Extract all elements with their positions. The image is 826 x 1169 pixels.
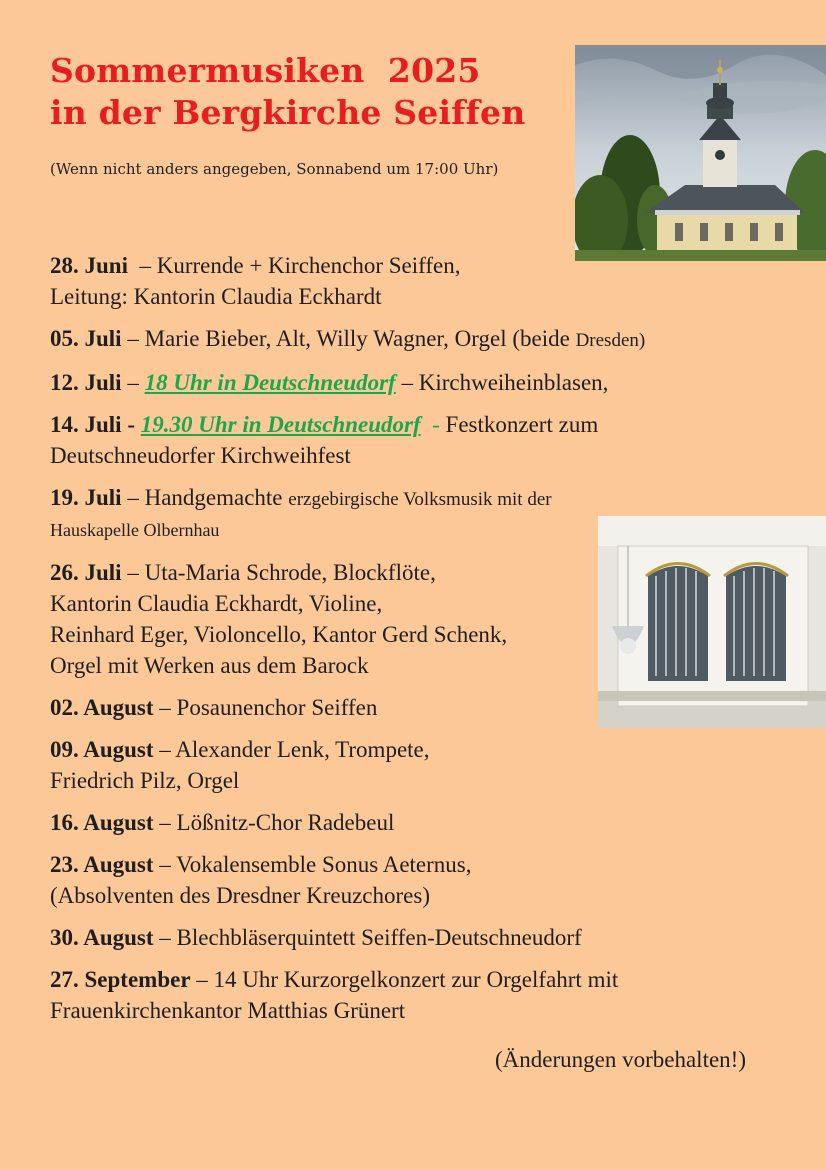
event-text-line: Friedrich Pilz, Orgel: [50, 768, 240, 793]
event-item: [50, 734, 810, 796]
subtitle: (Wenn nicht anders angegeben, Sonnabend um 17:00 Uhr): [50, 160, 499, 178]
event-text: – Uta-Maria Schrode, Blockflöte,: [121, 560, 436, 585]
event-location-link[interactable]: 18 Uhr in Deutschneudorf: [144, 370, 396, 395]
event-date: 27. September: [50, 967, 191, 992]
event-text-line: Orgel mit Werken aus dem Barock: [50, 653, 369, 678]
event-date: 23. August: [50, 852, 154, 877]
event-text: – Handgemachte: [121, 485, 289, 510]
event-text: – Kurrende + Kirchenchor Seiffen,: [127, 253, 461, 278]
event-separator: –: [121, 370, 145, 395]
event-item: [50, 557, 810, 681]
event-text: Festkonzert zum: [445, 412, 599, 437]
event-text-line: Deutschneudorfer Kirchweihfest: [50, 443, 351, 468]
event-text: – Posaunenchor Seiffen: [153, 695, 378, 720]
event-text-line: (Absolventen des Dresdner Kreuzchores): [50, 883, 430, 908]
event-item: [50, 964, 810, 1026]
event-date: 19. Juli: [50, 485, 122, 510]
event-text-line: Frauenkirchenkantor Matthias Grünert: [50, 998, 406, 1023]
event-item: [50, 367, 810, 398]
event-date: 05. Juli: [50, 326, 122, 351]
event-text: – Marie Bieber, Alt, Willy Wagner, Orgel (beide: [121, 326, 576, 351]
event-separator: -: [420, 412, 446, 437]
church-photo: [575, 45, 826, 261]
event-item: [50, 807, 810, 838]
event-date: 28. Juni: [50, 253, 128, 278]
event-item: [50, 409, 810, 471]
event-date: 12. Juli: [50, 370, 122, 395]
event-item: [50, 250, 810, 312]
event-text-line: Reinhard Eger, Violoncello, Kantor Gerd Schenk,: [50, 622, 508, 647]
event-location-link[interactable]: 19.30 Uhr in Deutschneudorf: [140, 412, 421, 437]
event-item: [50, 323, 810, 356]
event-text: – Lößnitz-Chor Radebeul: [153, 810, 395, 835]
event-text: – Kirchweiheinblasen,: [395, 370, 609, 395]
event-list: [50, 250, 810, 1037]
event-text: – 14 Uhr Kurzorgelkonzert zur Orgelfahrt mit: [190, 967, 619, 992]
title-line-2: in der Bergkirche Seiffen: [50, 93, 526, 132]
event-text-small: Dresden): [575, 330, 646, 351]
page-title: [50, 50, 525, 134]
event-text: – Blechbläserquintett Seiffen-Deutschneudorf: [153, 925, 582, 950]
changes-note: (Änderungen vorbehalten!): [495, 1047, 746, 1072]
event-date: 02. August: [50, 695, 154, 720]
event-text-small: erzgebirgische Volksmusik mit der: [288, 489, 552, 510]
event-date: 14. Juli -: [50, 412, 135, 437]
event-item: [50, 482, 810, 546]
event-text: – Alexander Lenk, Trompete,: [153, 737, 430, 762]
title-line-1: Sommermusiken 2025: [50, 51, 481, 90]
event-text: – Vokalensemble Sonus Aeternus,: [153, 852, 472, 877]
event-date: 16. August: [50, 810, 154, 835]
event-item: [50, 692, 810, 723]
event-item: [50, 922, 810, 953]
event-item: [50, 849, 810, 911]
event-date: 30. August: [50, 925, 154, 950]
event-text-line: Kantorin Claudia Eckhardt, Violine,: [50, 591, 383, 616]
event-date: 09. August: [50, 737, 154, 762]
event-text-line: Hauskapelle Olbernhau: [50, 520, 220, 540]
event-text-line: Leitung: Kantorin Claudia Eckhardt: [50, 284, 382, 309]
event-date: 26. Juli: [50, 560, 122, 585]
